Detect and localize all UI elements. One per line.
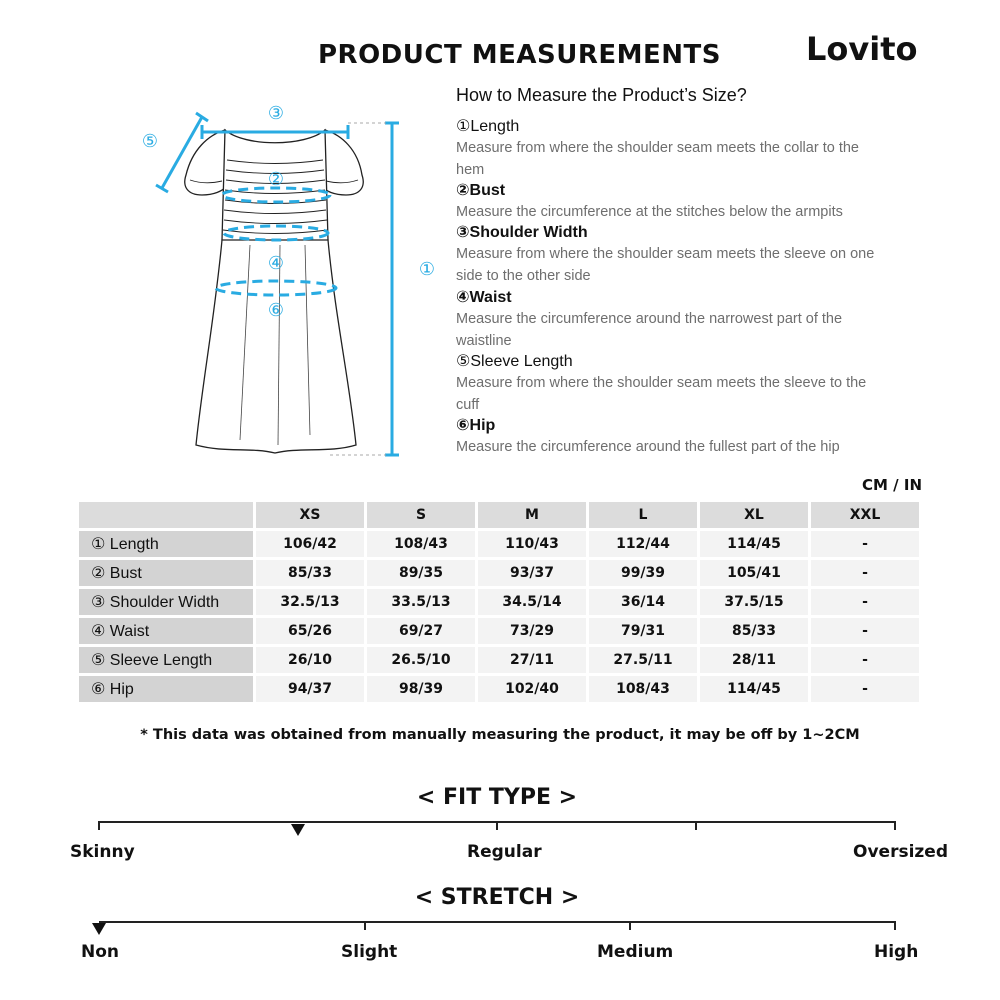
guide-item-desc: Measure the circumference around the narrowest part of the waistline (456, 311, 843, 349)
table-cell: 33.5/13 (367, 589, 475, 615)
table-cell: 85/33 (700, 618, 808, 644)
brand-logo: Lovito (806, 30, 918, 68)
table-cell: 26/10 (256, 647, 364, 673)
stretch-tick (629, 921, 631, 930)
table-cell: 65/26 (256, 618, 364, 644)
table-cell: 105/41 (700, 560, 808, 586)
stretch-label-medium: Medium (597, 942, 674, 962)
table-cell: 36/14 (589, 589, 697, 615)
row-label: ⑤ Sleeve Length (79, 647, 253, 673)
marker-6: ⑥ (267, 300, 285, 321)
guide-item-desc: Measure from where the shoulder seam meets the collar to the hem (456, 140, 859, 178)
table-cell: 99/39 (589, 560, 697, 586)
size-header: S (367, 502, 475, 528)
row-label: ② Bust (79, 560, 253, 586)
marker-2: ② (267, 169, 285, 190)
table-header-row (79, 502, 919, 528)
table-cell: 108/43 (367, 531, 475, 557)
stretch-indicator (92, 923, 106, 935)
guide-heading: How to Measure the Product’s Size? (456, 85, 747, 105)
table-row (79, 647, 919, 673)
guide-item-waist (456, 287, 886, 352)
fit-type-indicator (291, 824, 305, 836)
marker-4: ④ (267, 253, 285, 274)
table-row (79, 531, 919, 557)
measurement-note: * This data was obtained from manually measuring the product, it may be off by 1~2CM (140, 727, 860, 743)
table-cell: 112/44 (589, 531, 697, 557)
fit-type-tick (496, 821, 498, 830)
guide-item-title: ⑤Sleeve Length (456, 353, 573, 370)
guide-item-shoulder-width (456, 222, 886, 287)
stretch-label-high: High (874, 942, 919, 962)
stretch-tick (364, 921, 366, 930)
stretch-label-slight: Slight (341, 942, 398, 962)
table-cell: 73/29 (478, 618, 586, 644)
row-label: ③ Shoulder Width (79, 589, 253, 615)
fit-type-label-oversized: Oversized (853, 842, 948, 862)
table-cell: 79/31 (589, 618, 697, 644)
table-row (79, 676, 919, 702)
table-row (79, 618, 919, 644)
table-cell: - (811, 560, 919, 586)
guide-item-title: ⑥Hip (456, 417, 496, 434)
table-cell: 114/45 (700, 531, 808, 557)
stretch-scale-line (99, 921, 895, 923)
table-cell: 37.5/15 (700, 589, 808, 615)
table-cell: - (811, 647, 919, 673)
size-header: XS (256, 502, 364, 528)
stretch-title: < STRETCH > (414, 885, 580, 910)
table-cell: 69/27 (367, 618, 475, 644)
table-cell: 94/37 (256, 676, 364, 702)
unit-label: CM / IN (862, 476, 922, 494)
size-header: XXL (811, 502, 919, 528)
fit-type-label-skinny: Skinny (70, 842, 135, 862)
guide-item-desc: Measure the circumference around the fullest part of the hip (456, 439, 840, 455)
table-cell: 108/43 (589, 676, 697, 702)
table-cell: 34.5/14 (478, 589, 586, 615)
fit-type-tick (695, 821, 697, 830)
guide-item-title: ②Bust (456, 182, 506, 199)
fit-type-title: < FIT TYPE > (416, 785, 578, 810)
table-cell: 98/39 (367, 676, 475, 702)
size-header: M (478, 502, 586, 528)
guide-item-desc: Measure the circumference at the stitches below the armpits (456, 204, 843, 220)
marker-1: ① (418, 259, 436, 280)
table-cell: - (811, 531, 919, 557)
stretch-tick (894, 921, 896, 930)
row-label: ⑥ Hip (79, 676, 253, 702)
table-cell: 28/11 (700, 647, 808, 673)
fit-type-label-regular: Regular (467, 842, 542, 862)
table-row (79, 560, 919, 586)
table-cell: 102/40 (478, 676, 586, 702)
table-cell: 114/45 (700, 676, 808, 702)
row-label: ① Length (79, 531, 253, 557)
guide-item-sleeve-length (456, 351, 886, 416)
row-label: ④ Waist (79, 618, 253, 644)
table-cell: 32.5/13 (256, 589, 364, 615)
guide-item-bust (456, 180, 886, 224)
fit-type-tick (894, 821, 896, 830)
table-cell: 27.5/11 (589, 647, 697, 673)
guide-item-desc: Measure from where the shoulder seam meets the sleeve to the cuff (456, 375, 867, 413)
table-cell: 26.5/10 (367, 647, 475, 673)
fit-type-tick (98, 821, 100, 830)
table-cell: - (811, 618, 919, 644)
dress-diagram (130, 95, 436, 465)
stretch-label-non: Non (81, 942, 120, 962)
size-table (76, 499, 922, 705)
table-cell: 106/42 (256, 531, 364, 557)
guide-item-title: ④Waist (456, 289, 512, 306)
size-header: L (589, 502, 697, 528)
table-corner (79, 502, 253, 528)
guide-item-title: ③Shoulder Width (456, 224, 588, 241)
table-cell: 110/43 (478, 531, 586, 557)
table-cell: - (811, 676, 919, 702)
marker-3: ③ (267, 103, 285, 124)
guide-item-length (456, 116, 886, 181)
table-cell: 93/37 (478, 560, 586, 586)
table-cell: 27/11 (478, 647, 586, 673)
marker-5: ⑤ (141, 131, 159, 152)
table-row (79, 589, 919, 615)
size-header: XL (700, 502, 808, 528)
table-cell: 85/33 (256, 560, 364, 586)
page-title: PRODUCT MEASUREMENTS (318, 40, 721, 70)
guide-item-desc: Measure from where the shoulder seam meets the sleeve on one side to the other side (456, 246, 875, 284)
table-cell: - (811, 589, 919, 615)
table-cell: 89/35 (367, 560, 475, 586)
guide-item-title: ①Length (456, 118, 520, 135)
guide-item-hip (456, 415, 886, 459)
